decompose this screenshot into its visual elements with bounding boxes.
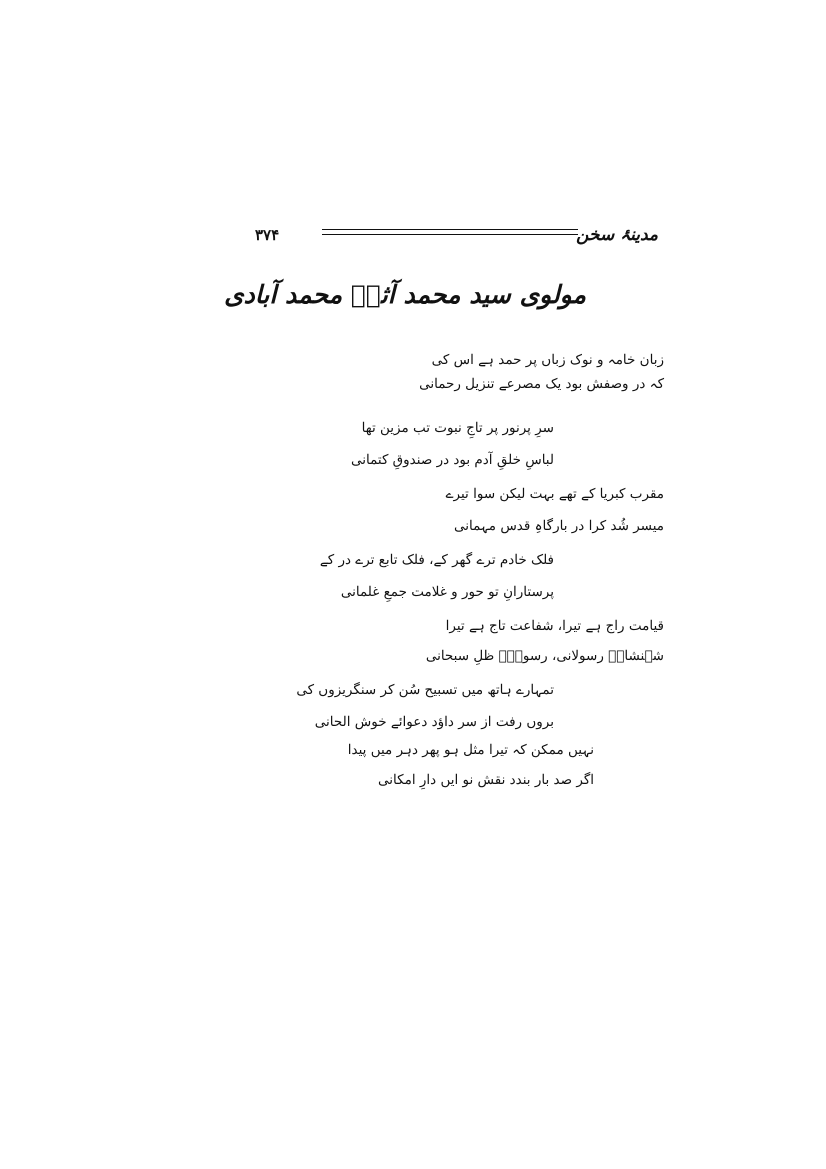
verse-line: مقرب کبریا کے تھے بہت لیکن سوا تیرے	[445, 486, 664, 502]
verse-line: کہ در وصفش بود یک مصرعے تنزیل رحمانی	[419, 376, 664, 392]
verse-line: بروں رفت از سر داؤد دعوائے خوش الحانی	[314, 714, 554, 730]
running-title: مدینۂ سخن	[576, 225, 658, 245]
header-rule-top	[322, 229, 578, 230]
verse-line: فلک خادم ترے گھر کے، فلک تابع ترے در کے	[319, 552, 554, 568]
verse-line: سرِ پرنور پر تاجِ نبوت تب مزین تھا	[361, 420, 554, 436]
header-rule-bottom	[322, 234, 578, 235]
verse-line: لباسِ خلقِ آدم بود در صندوقِ کتمانی	[350, 452, 554, 468]
poem-title: مولوی سید محمد آثمؔ محمد آبادی	[224, 280, 586, 309]
page-number: ۳۷۴	[255, 226, 280, 244]
verse-line: میسر شُد کرا در بارگاہِ قدس مہمانی	[453, 518, 664, 534]
verse-line: تمہارے ہاتھ میں تسبیح سُن کر سنگریزوں کی	[296, 682, 554, 698]
verse-line: پرستارانِ تو حور و غلامت جمعِ غلمانی	[340, 584, 554, 600]
verse-line: قیامت راج ہے تیرا، شفاعت تاج ہے تیرا	[445, 618, 664, 634]
verse-line: زبان خامہ و نوک زباں پر حمد ہے اس کی	[431, 352, 664, 368]
verse-line: اگر صد بار بندد نقش نو ایں دارِ امکانی	[378, 772, 594, 788]
verse-line: نہیں ممکن کہ تیرا مثل ہو پھر دہر میں پیدا	[347, 742, 594, 758]
verse-line: شہنشاہِ رسولانی، رسولِؐ ظلِ سبحانی	[425, 648, 664, 664]
